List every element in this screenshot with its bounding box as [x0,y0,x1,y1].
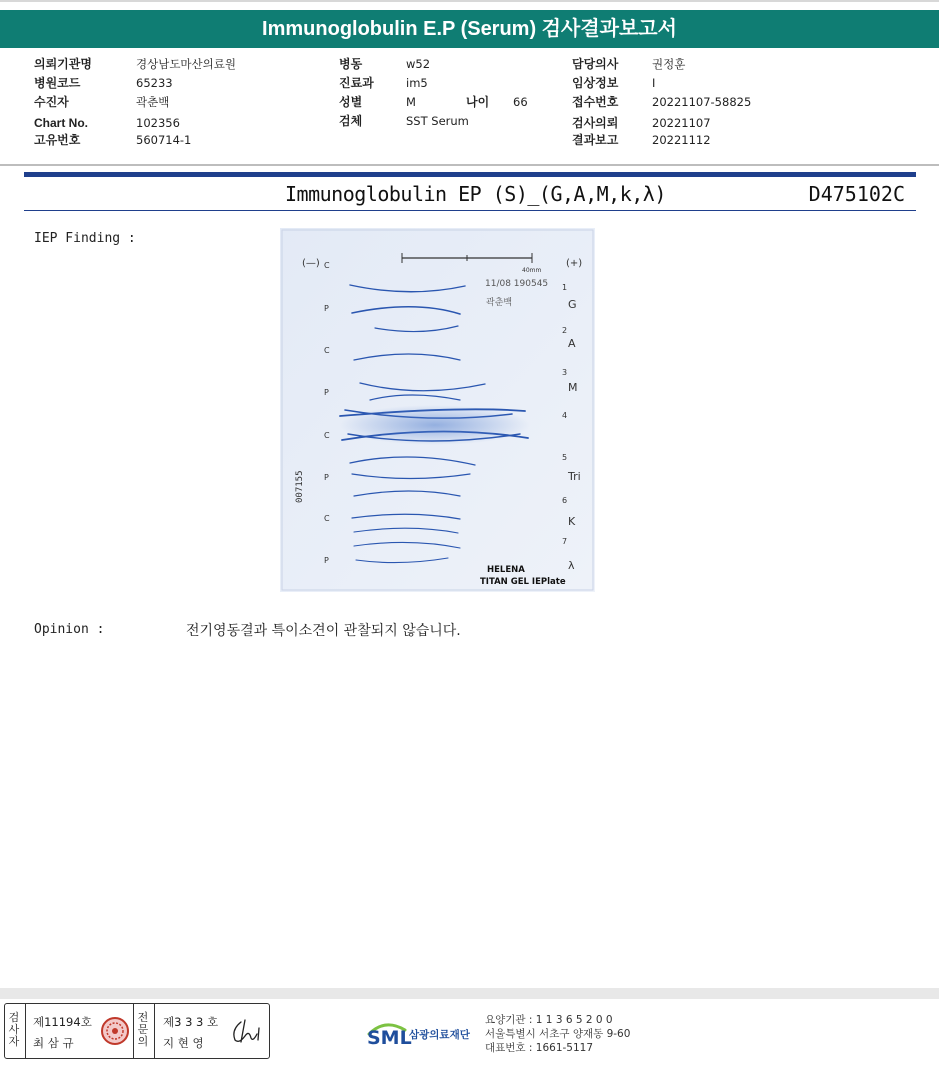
lane-label: P [324,388,329,397]
gel-side-id: 007155 [295,470,305,503]
info-value: w52 [406,57,431,71]
info-value: 66 [513,95,528,109]
gel-brand: HELENA [487,565,525,575]
gel-brand-sub: TITAN GEL IEPlate [480,577,566,587]
well-number: 4 [562,411,568,420]
address-line: 서울특별시 서초구 양재동 9-60 [485,1028,631,1040]
gel-patient: 곽춘백 [486,298,513,308]
info-value: M [406,95,416,109]
minus-pole: (—) [302,258,320,269]
info-value: 560714-1 [136,133,192,147]
info-value: 곽춘백 [136,95,170,109]
iep-finding-label: IEP Finding : [34,231,136,246]
plus-pole: (+) [566,258,583,269]
vert-char: 의 [137,1035,149,1048]
iep-gel-image [280,228,595,592]
divider [133,1004,134,1058]
footer-band [0,988,939,999]
info-value: 20221112 [652,133,711,147]
info-label: 임상정보 [572,76,619,90]
info-label: 검체 [339,114,363,128]
well-number: 1 [562,283,568,292]
address-line: 대표번호 : 1661-5117 [485,1042,594,1054]
antisera-label: Tri [568,470,581,483]
signature-box [4,1003,270,1059]
lane-label: P [324,304,329,313]
sml-name: 삼광의료재단 [409,1029,470,1041]
well-number: 3 [562,368,568,377]
specialist-vertical-label [136,1012,150,1048]
well-number: 5 [562,453,568,462]
vert-char: 문 [137,1023,149,1036]
divider [154,1004,155,1058]
divider [0,164,939,166]
lane-label: C [324,346,330,355]
lane-label: C [324,261,330,270]
vert-char: 검 [8,1011,20,1024]
info-label: 의뢰기관명 [34,57,92,71]
top-border [0,0,939,2]
info-label: 나이 [466,95,490,109]
report-title: Immunoglobulin EP (S)_(G,A,M,k,λ) [285,182,666,206]
well-number: 6 [562,496,568,505]
inspector-license: 제11194호 [33,1015,92,1029]
info-label: 수진자 [34,95,69,109]
info-value: 65233 [136,76,173,90]
address-line: 요양기관 : 1 1 3 6 5 2 0 0 [485,1014,613,1026]
info-label: 병동 [339,57,363,71]
info-label: 접수번호 [572,95,619,109]
well-number: 2 [562,326,568,335]
divider [24,172,916,177]
lane-label: C [324,431,330,440]
report-code: D475102C [808,182,905,206]
antisera-label: M [568,381,578,394]
antisera-label: A [568,337,576,350]
divider [24,210,916,211]
info-value: SST Serum [406,114,469,128]
opinion-label: Opinion : [34,622,105,637]
sml-short: SML [367,1027,412,1049]
info-value: 경상남도마산의료원 [136,57,236,71]
gel-date: 11/08 190545 [485,279,549,289]
info-label: 담당의사 [572,57,619,71]
info-value: 20221107 [652,116,711,130]
info-label: 결과보고 [572,133,619,147]
antisera-label: λ [568,559,575,572]
info-label: 진료과 [339,76,374,90]
sml-logo [365,1012,483,1056]
antisera-label: G [568,298,577,311]
specialist-name: 지 현 영 [163,1036,204,1050]
patient-info [0,55,939,155]
info-value: 102356 [136,116,180,130]
divider [25,1004,26,1058]
info-label: Chart No. [34,116,88,130]
info-value: 권정훈 [652,57,686,71]
info-label: 병원코드 [34,76,81,90]
antisera-label: K [568,515,576,528]
lane-label: P [324,556,329,565]
gel-smear [340,405,530,445]
info-value: I [652,76,656,90]
institution-address [485,1013,630,1055]
report-header-title: Immunoglobulin E.P (Serum) 검사결과보고서 [0,10,939,48]
vert-char: 사 [8,1023,20,1036]
inspector-name: 최 삼 규 [33,1036,74,1050]
specialist-license: 제3 3 3 호 [163,1015,219,1029]
lane-label: P [324,473,329,482]
info-label: 고유번호 [34,133,81,147]
seal-stamp-icon [100,1016,130,1046]
info-label: 검사의뢰 [572,116,619,130]
info-value: 20221107-58825 [652,95,752,109]
lane-label: C [324,514,330,523]
opinion-text: 전기영동결과 특이소견이 관찰되지 않습니다. [186,623,461,639]
signature-icon [227,1014,267,1048]
inspector-vertical-label [7,1012,21,1048]
vert-char: 자 [8,1035,20,1048]
well-number: 7 [562,537,568,546]
scale-label: 40mm [522,267,542,274]
info-label: 성별 [339,95,363,109]
vert-char: 전 [137,1011,149,1024]
info-value: im5 [406,76,428,90]
